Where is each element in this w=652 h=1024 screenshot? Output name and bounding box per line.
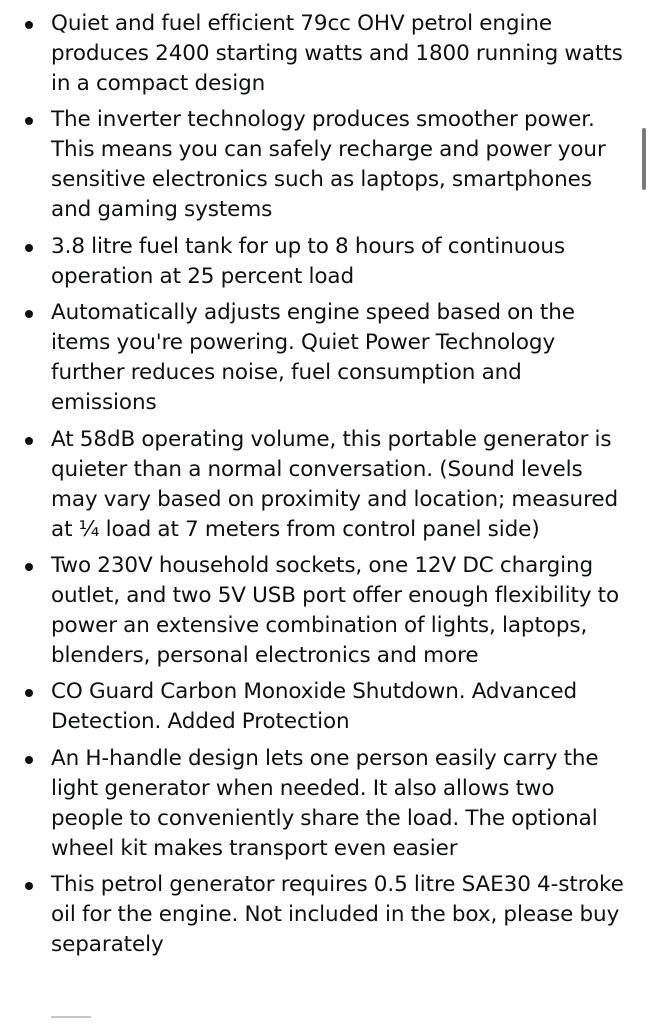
feature-bullet-text: Automatically adjusts engine speed based on the items you're powering. Quiet Power Technology further reduces noise, fuel consumption and emissions bbox=[51, 300, 575, 416]
feature-bullet bbox=[0, 551, 630, 671]
bullet-dot-icon bbox=[25, 882, 33, 890]
feature-bullet-list bbox=[0, 9, 630, 967]
bullet-dot-icon bbox=[25, 563, 33, 571]
bullet-dot-icon bbox=[25, 117, 33, 125]
feature-bullet-text: Quiet and fuel efficient 79cc OHV petrol engine produces 2400 starting watts and 1800 running watts in a compact design bbox=[51, 11, 623, 96]
bullet-dot-icon bbox=[25, 756, 33, 764]
feature-bullet-text: An H-handle design lets one person easily carry the light generator when needed. It also allows two people to conveniently share the load. The optional wheel kit makes transport even easier bbox=[51, 745, 599, 861]
feature-bullet-text: This petrol generator requires 0.5 litre SAE30 4-stroke oil for the engine. Not included in the box, please buy separately bbox=[51, 872, 624, 958]
feature-bullet-text: Two 230V household sockets, one 12V DC charging outlet, and two 5V USB port offer enough flexibility to power an extensive combination of lights, laptops, blenders, personal electronics and more bbox=[51, 552, 620, 668]
bullet-dot-icon bbox=[25, 689, 33, 697]
feature-bullet bbox=[0, 232, 630, 292]
feature-bullet-text: CO Guard Carbon Monoxide Shutdown. Advanced Detection. Added Protection bbox=[51, 679, 578, 735]
feature-bullet bbox=[0, 298, 630, 418]
feature-bullet bbox=[0, 105, 630, 225]
feature-bullet bbox=[0, 744, 630, 864]
feature-bullet bbox=[0, 9, 630, 99]
feature-bullet bbox=[0, 870, 630, 960]
feature-bullet-text: At 58dB operating volume, this portable generator is quieter than a normal conversation. (Sound levels may vary based on proximity and location; measured at ¼ load at 7 meters from control panel side) bbox=[51, 426, 619, 542]
bullet-dot-icon bbox=[25, 21, 33, 29]
bullet-dot-icon bbox=[25, 244, 33, 252]
bullet-dot-icon bbox=[25, 310, 33, 318]
feature-bullet-text: The inverter technology produces smoother power. This means you can safely recharge and power your sensitive electronics such as laptops, smartphones and gaming systems bbox=[51, 107, 606, 223]
bullet-dot-icon bbox=[25, 437, 33, 445]
feature-bullet bbox=[0, 677, 630, 737]
scrollbar-thumb[interactable] bbox=[642, 128, 646, 190]
feature-bullet-text: 3.8 litre fuel tank for up to 8 hours of continuous operation at 25 percent load bbox=[51, 233, 565, 289]
feature-bullet bbox=[0, 425, 630, 545]
cutoff-next-content bbox=[51, 1016, 91, 1024]
